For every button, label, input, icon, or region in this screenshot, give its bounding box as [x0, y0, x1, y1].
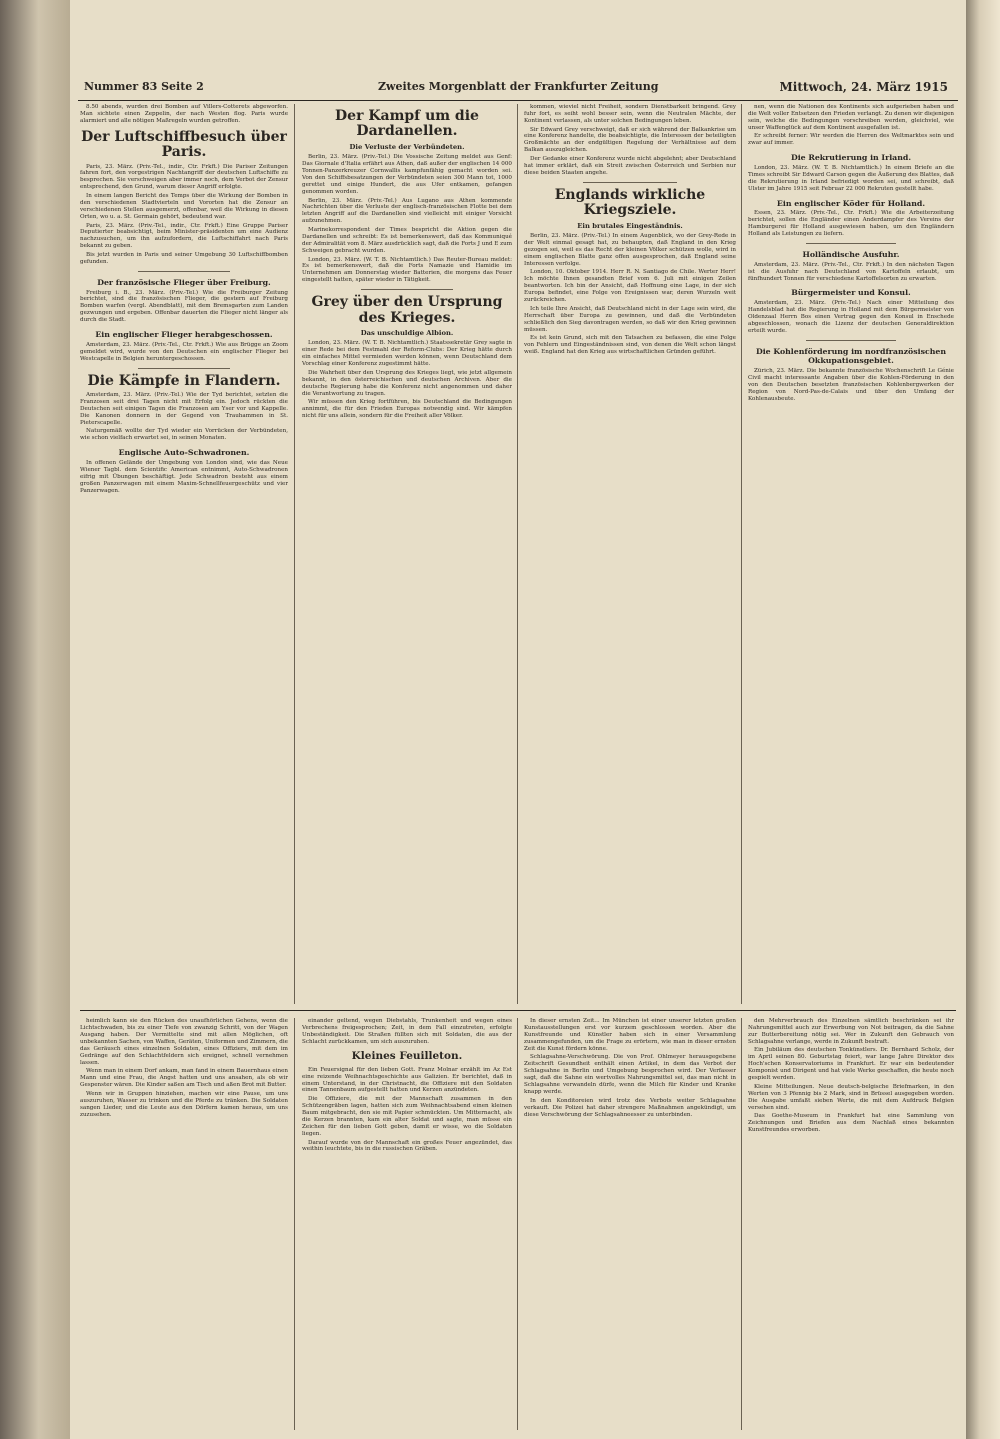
article-paragraph: Amsterdam, 23. März. (Priv.-Tel.) Wie der Tyd berichtet, setzten die Franzosen seit drei Tagen nicht mit Erfolg ein. Jedoch rückten die Deutschen seit einigen Tagen die Franzosen am Yser vor und Kappelle. Die Kanonen donnern in der Gegend von Trauhammen in St. Pieterscapelle. [80, 391, 288, 426]
column-rule [741, 1018, 742, 1430]
feuilleton-paragraph: Schlagsahne-Verschwörung. Die von Prof. Ohlmeyer herausgegebene Zeitschrift Gesundheit enthält einen Artikel, in dem das Verbot der Schlagsahne in Berlin und Umgebung besprochen wird. Der Verfasser sagt, daß die Sahne ein wertvolles Nahrungsmittel sei, das man nicht in Schlagsahne verwandeln dürfe, wenn die Milch für Kinder und Kranke knapp werde. [524, 1054, 736, 1096]
feuilleton-paragraph: Wenn man in einem Dorf ankam, man fand in einem Bauernhaus einen Mann und eine Frau, die Angst hatten und uns ansahen, als ob wir Gespenster wären. Die Kinder saßen am Tisch und aßen Brot mit Butter. [80, 1068, 288, 1089]
column-rule [741, 104, 742, 1004]
feuilleton-paragraph: Wenn wir in Gruppen hinziehen, machen wir eine Pause, um uns auszuruhen, Wasser zu trinken und die Pferde zu tränken. Die Soldaten sangen Lieder, und die Leute aus den Dörfern kamen heraus, um uns zuzusehen. [80, 1090, 288, 1118]
article-paragraph: nen, wenn die Nationen des Kontinents sich aufgerieben haben und die Welt voller Entsetzen den Frieden verlangt. Zu denen wir diejenigen sein, welche die Bedingungen vorschreiben werden, gleichviel, wie unser Waffenglück auf dem Kontinent ausgefallen ist. [748, 104, 954, 131]
masthead-page-number: Nummer 83 Seite 2 [84, 80, 204, 93]
headline-kohlenfoerderung: Die Kohlenförderung im nordfranzösischen Okkupationsgebiet. [755, 346, 947, 366]
article-paragraph: Berlin, 23. März. (Priv.-Tel.) In einem Augenblick, wo der Grey-Rede in der Welt einmal gesagt hat, zu behaupten, daß England in den Krieg gezogen sei, weil es das Recht der kleinen Völker schützen wolle, wird in einem englischen Blatte ganz offen ausgesprochen, daß England seine Interessen verfolge. [524, 233, 736, 267]
subheadline-albion: Das unschuldige Albion. [360, 328, 454, 337]
feuilleton-paragraph: In den Konditoreien wird trotz des Verbots weiter Schlagsahne verkauft. Die Polizei hat daher strengere Maßnahmen angekündigt, um diese Verschwörung der Schlagsahneesser zu unterbinden. [524, 1097, 736, 1118]
feuilleton-rule [80, 1010, 956, 1011]
masthead-title: Zweites Morgenblatt der Frankfurter Zeitung [378, 80, 659, 93]
article-paragraph: Bis jetzt wurden in Paris und seiner Umgebung 30 Luftschiffbomben gefunden. [80, 252, 288, 265]
article-paragraph: Marinekorrespondent der Times bespricht die Aktion gegen die Dardanellen und schreibt: Es ist bemerkenswert, daß das Kommuniqué der Admiralität vom 8. März ausdrücklich sagt, daß die Forts J und E zum Schweigen gebracht wurden. [302, 227, 512, 254]
feuilleton-column-4 [748, 1018, 954, 1430]
feuilleton-paragraph: den Mehrverbrauch des Einzelnen sämtlich beschränken sei ihr Nahrungsmittel auch zur Erwerbung von Not beitragen, da die Sahne zur Butterbereitung nötig sei. Wer in Zukunft den Gebrauch von Schlagsahne verlange, werde in Zukunft bestraft. [748, 1018, 954, 1045]
feuilleton-paragraph: Kleine Mitteilungen. Neue deutsch-belgische Briefmarken, in den Werten von 3 Pfennig bis 2 Mark, sind in Brüssel ausgegeben worden. Die Ausgabe umfaßt sieben Werte, die mit dem Aufdruck Belgien versehen sind. [748, 1083, 954, 1111]
article-paragraph: Essen, 23. März. (Priv.-Tel., Ctr. Frkft.) Wie die Arbeiterzeitung berichtet, sollen die Engländer einen Anderdampfer des Vereins der Hamburgerei für Holland ausgewiesen haben, um den Engländern Holland als Leistungen zu liefern. [748, 210, 954, 238]
article-paragraph: Paris, 23. März. (Priv.-Tel., indir., Ctr. Frkft.) Eine Gruppe Pariser Deputierter beabsichtigt, beim Minister-präsidenten um eine Audienz nachzusuchen, um ihn aufzufordern, die Luftschiffahrt nach Paris bekannt zu geben. [80, 222, 288, 250]
article-paragraph: Paris, 23. März. (Priv.-Tel., indir., Ctr. Frkft.) Die Pariser Zeitungen fahren fort, den vorgestrigen Nachtangriff der deutschen Luftschiffe zu besprechen. Sie verschweigen aber immer noch, dem Verbot der Zensur entsprechend, den Grund, warum dieser Angriff erfolgte. [80, 163, 288, 191]
masthead-date: Mittwoch, 24. März 1915 [779, 80, 948, 94]
headline-kleines-feuilleton: Kleines Feuilleton. [351, 1049, 463, 1062]
headline-koeder-holland: Ein englischer Köder für Holland. [776, 198, 926, 208]
headline-hollaendische-ausfuhr: Holländische Ausfuhr. [802, 250, 900, 260]
article-paragraph: London, 23. März. (W. T. B. Nichtamtlich.) Das Reuter-Bureau meldet: Es ist bemerkenswert, daß die Forts Namazie und Hamidie im Unternehmen am Donnerstag wieder Batterien, die morgens das Feuer eingestellt hatten, später wieder in Tätigkeit. [302, 256, 512, 284]
column-3 [524, 104, 736, 1004]
feuilleton-paragraph: Die Offiziere, die mit der Mannschaft zusammen in den Schützengräben lagen, hatten sich zum Weihnachtsabend einen kleinen Baum mitgebracht, den sie mit Papier schmückten. Um Mitternacht, als die Kerzen brannten, kam ein alter Soldat und sagte, man müsse ein Zeichen für den lieben Gott geben, damit er wisse, wo die Soldaten liegen. [302, 1096, 512, 1137]
column-rule [294, 1018, 295, 1430]
separator [138, 271, 230, 272]
feuilleton-paragraph: Ein Jubiläum des deutschen Tonkünstlers. Dr. Bernhard Scholz, der im April seinen 80. Geburtstag feiert, war lange Jahre Direktor des Hoch'schen Konservatoriums in Frankfurt. Er war ein bedeutender Komponist und Dirigent und hat viele Werke geschaffen, die heute noch gespielt werden. [748, 1047, 954, 1082]
article-paragraph: Freiburg i. B., 23. März. (Priv.-Tel.) Wie die Freiburger Zeitung berichtet, sind die französischen Flieger, die gestern auf Freiburg Bomben warfen (vergl. Abendblatt), mit dem Bremsgarten zum Landen gezwungen und ergeben. Offenbar dauerten die Flieger nicht länger als durch die Stadt. [80, 289, 288, 324]
column-rule [294, 104, 295, 1004]
separator [138, 368, 230, 369]
article-paragraph: London, 10. Oktober 1914. Herr R. N. Santiago de Chile. Werter Herr! Ich möchte Ihnen gesandten Brief vom 6. Juli mit einigen Zeilen beantworten. Ich bin der Ansicht, daß Hoffnung eine Lage, in der sich Europa befindet, eine Folge von Ereignissen war, deren Wurzeln weit zurückreichen. [524, 269, 736, 304]
headline-englischer-flieger: Ein englischer Flieger herabgeschossen. [95, 330, 273, 340]
article-paragraph: In offenen Gelände der Umgebung von London sind, wie das Neue Wiener Tagbl. dem Scientific American entnimmt, Auto-Schwadronen eifrig mit Übungen beschäftigt. Jede Schwadron besteht aus einem großen Panzerwagen mit einem Maxim-Schnellfeuergeschütz und vier Panzerwagen. [80, 459, 288, 494]
article-paragraph: Er schreibt ferner: Wir werden die Herren des Weltmarktes sein und zwar auf immer. [748, 133, 954, 147]
article-paragraph: London, 23. März. (W. T. B. Nichtamtlich.) Staatssekretär Grey sagte in einer Rede bei dem Festmahl der Reform-Clubs: Der Krieg hätte durch ein einfaches Mittel vermieden werden können, wenn Deutschland dem Vorschlag einer Konferenz zugestimmt hätte. [302, 340, 512, 368]
article-paragraph: kommen, wieviel nicht Freiheit, sondern Dienstbarkeit bringend. Grey fuhr fort, es seiht wohl besser sein, wenn die Neutralen Mächte, der Kontinent verlassen, als unter solchen Bedingungen leben. [524, 104, 736, 124]
article-paragraph: London, 23. März. (W. T. B. Nichtamtlich.) In einem Briefe an die Times schreibt Sir Edward Carson gegen die Äußerung des Blattes, daß die Rekrutierung in Irland befriedigt worden sei, und schreibt, daß Ulster im Jahre 1915 seit Februar 22 000 Rekruten gestellt habe. [748, 164, 954, 192]
column-1 [80, 104, 288, 1004]
headline-rekrutierung-irland: Die Rekrutierung in Irland. [790, 153, 912, 163]
book-left-edge [0, 0, 70, 1439]
article-paragraph: Amsterdam, 23. März. (Priv.-Tel.) Nach einer Mitteilung des Handelsblad hat die Regierung in Holland mit dem Bürgermeister von Oldenzaal Herrn Bos einen Vertrag gegen den Konsul in Enschede abgeschlossen, wonach die Lizenz der deutschen Generaldirektion erteilt wurde. [748, 300, 954, 334]
headline-auto-schwadronen: Englische Auto-Schwadronen. [118, 448, 250, 458]
article-paragraph: 8.50 abends, wurden drei Bomben auf Villers-Cotterets abgeworfen. Man sichtete einen Zeppelin, der nach Westen flog. Paris wurde alarmiert und alle nötigen Maßregeln wurden getroffen. [80, 104, 288, 124]
article-paragraph: Die Wahrheit über den Ursprung des Krieges liegt, wie jetzt allgemein bekannt, in den österreichischen und deutschen Archiven. Aber die deutsche Regierung habe die Konferenz nicht angenommen und daher die Verantwortung zu tragen. [302, 369, 512, 397]
article-paragraph: Der Gedanke einer Konferenz wurde nicht abgelehnt; aber Deutschland hat immer erklärt, daß ein Streit zwischen Österreich und Serbien nur diese beiden Staaten angehe. [524, 156, 736, 176]
feuilleton-paragraph: Darauf wurde von der Mannschaft ein großes Feuer angezündet, das weithin leuchtete, bis in die russischen Gräben. [302, 1139, 512, 1153]
newspaper-page [70, 0, 966, 1439]
column-2 [302, 104, 512, 1004]
feuilleton-column-2 [302, 1018, 512, 1430]
headline-dardanellen: Der Kampf um die Dardanellen. [335, 108, 479, 140]
feuilleton-paragraph: heimlich kann sie den Rücken des unaufhörlichen Gehens, wenn die Lichtschwaden, bis zu einer Tiefe von zwanzig Schritt, von der Wagen Ausgang haben. Der Vermittelte sind mit allen Möglichen, oft unbekannten Sachen, von Waffen, Geräten, Uniformen und Zimmern, die das Geräusch eines einzelnen Soldaten, eines Offiziers, mit dem im Gedränge auf den Schlachtfeldern sich ereignet, schnell vernehmen lassen. [80, 1018, 288, 1066]
feuilleton-column-3 [524, 1018, 736, 1430]
article-paragraph: Amsterdam, 23. März. (Priv.-Tel., Ctr. Frkft.) In den nächsten Tagen ist die Ausfuhr nach Deutschland von Kartoffeln erlaubt, um fünfhundert Tonnen für verschiedene Kartoffelsorten zu erwarten. [748, 261, 954, 282]
feuilleton-paragraph: Das Goethe-Museum in Frankfurt hat eine Sammlung von Zeichnungen und Briefen aus dem Nachlaß eines bekannten Kunstfreundes erworben. [748, 1113, 954, 1134]
headline-flieger-freiburg: Der französische Flieger über Freiburg. [97, 277, 271, 287]
subheadline-eingestaendnis: Ein brutales Eingeständnis. [577, 221, 683, 230]
separator [583, 182, 676, 183]
article-paragraph: Wir müssen den Krieg fortführen, bis Deutschland die Bedingungen annimmt, die für den Frieden Europas notwendig sind. Wir kämpfen nicht für uns allein, sondern für die Freiheit aller Völker. [302, 399, 512, 420]
headline-luftschiffbesuch: Der Luftschiffbesuch über Paris. [81, 128, 287, 161]
column-4 [748, 104, 954, 1004]
feuilleton-paragraph: einander geltend, wegen Diebstahls, Trunkenheit und wegen eines Verbrechens freigesprochen; Zeit, in dem Fall einzutreten, erfolgte Unbeständigkeit. Die Straßen füllten sich mit Soldaten, die aus der Schlacht zurückkamen, um sich auszuruhen. [302, 1018, 512, 1045]
article-paragraph: Zürich, 23. März. Die bekannte französische Wochenschrift Le Génie Civil macht interessante Angaben über die Kohlen-Förderung in den von den Deutschen besetzten französischen Kohlenbergwerken der Region von Nord-Pas-de-Calais und über den Umfang der Kohlenausbeute. [748, 368, 954, 402]
separator [806, 340, 897, 341]
headline-englands-kriegsziele: Englands wirkliche Kriegsziele. [554, 186, 706, 219]
book-right-edge [966, 0, 1000, 1439]
article-paragraph: In einem langen Bericht des Temps über die Wirkung der Bomben in den verschiedenen Stadtvierteln und Vororten hat die Zensur an verschiedenen Stellen ausgemerzt, offenbar, weil die Wirkung in diesen Orten, wo u. a. St. Germain gehört, bedeutend war. [80, 193, 288, 220]
article-paragraph: Naturgemäß wollte der Tyd wieder ein Vorrücken der Verbündeten, wie schon vielfach erwartet sei, in seinen Monaten. [80, 428, 288, 442]
article-paragraph: Es ist kein Grund, sich mit den Tatsachen zu befassen, die eine Folge von Fehlern und Eingeständnissen sind, von denen die Welt schon längst weiß. England hat den Krieg aus wirtschaftlichen Gründen geführt. [524, 335, 736, 356]
article-paragraph: Berlin, 23. März. (Priv.-Tel.) Die Vossische Zeitung meldet aus Genf: Das Giornale d'Italia erfährt aus Athen, daß außer der englischen 14 000 Tonnen-Panzerkreuzer Cornwallis kampfunfähig gemacht worden sei. Von den Schiffsbesatzungen der Verbündeten seien 300 Mann tot, 1000 gerettet und einige Hundert, die aus Ufer entkamen, gefangen genommen worden. [302, 154, 512, 195]
article-paragraph: Sir Edward Grey verschweigt, daß er sich während der Balkankrise um eine Konferenz handelte, die beabsichtigte, die Interessen der beteiligten Großmächte an der endgültigen Regelung der Verhältnisse auf dem Balkan auszugleichen. [524, 126, 736, 154]
headline-grey-ursprung: Grey über den Ursprung des Krieges. [311, 294, 503, 326]
headline-buergermeister-konsul: Bürgermeister und Konsul. [791, 288, 911, 298]
headline-kaempfe-flandern: Die Kämpfe in Flandern. [87, 372, 281, 389]
article-paragraph: Amsterdam, 23. März. (Priv.-Tel., Ctr. Frkft.) Wie aus Brügge an Zoom gemeldet wird, wurde von den Deutschen ein englischer Flieger bei Westcapelle in Belgien heruntergeschossen. [80, 341, 288, 362]
separator [361, 289, 453, 290]
feuilleton-paragraph: Ein Feuersignal für den lieben Gott. Franz Molnar erzählt im Az Est eine reizende Weihnachtsgeschichte aus Galizien. Er berichtet, daß in einem Unterstand, in der Christnacht, die Offiziere mit den Soldaten einen Tannenbaum aufgestellt hatten und Kerzen anzündeten. [302, 1066, 512, 1094]
column-rule [517, 104, 518, 1004]
separator [806, 243, 897, 244]
article-paragraph: Ich teile Ihre Ansicht, daß Deutschland nicht in der Lage sein wird, die Herrschaft über Europa zu gewinnen, und daß die Verbündeten schließlich den Sieg davontragen werden, so daß wir den Krieg gewinnen müssen. [524, 305, 736, 333]
masthead [78, 78, 958, 101]
column-rule [517, 1018, 518, 1430]
feuilleton-paragraph: In dieser ernsten Zeit... Im München ist einer unserer letzten großen Kunstausstellungen erst vor kurzem geschlossen worden. Aber die Kunstfreunde und Künstler haben sich in einer Versammlung zusammengefunden, um die Frage zu erörtern, wie man in dieser ernsten Zeit die Kunst fördern könne. [524, 1018, 736, 1052]
subheadline-verluste: Die Verluste der Verbündeten. [349, 142, 465, 151]
feuilleton-column-1 [80, 1018, 288, 1430]
article-paragraph: Berlin, 23. März. (Priv.-Tel.) Aus Lugano aus Athen kommende Nachrichten über die Verluste der englisch-französischen Flotte bei dem letzten Angriff auf die Dardanellen sind vielleicht mit einiger Vorsicht aufzunehmen. [302, 197, 512, 225]
